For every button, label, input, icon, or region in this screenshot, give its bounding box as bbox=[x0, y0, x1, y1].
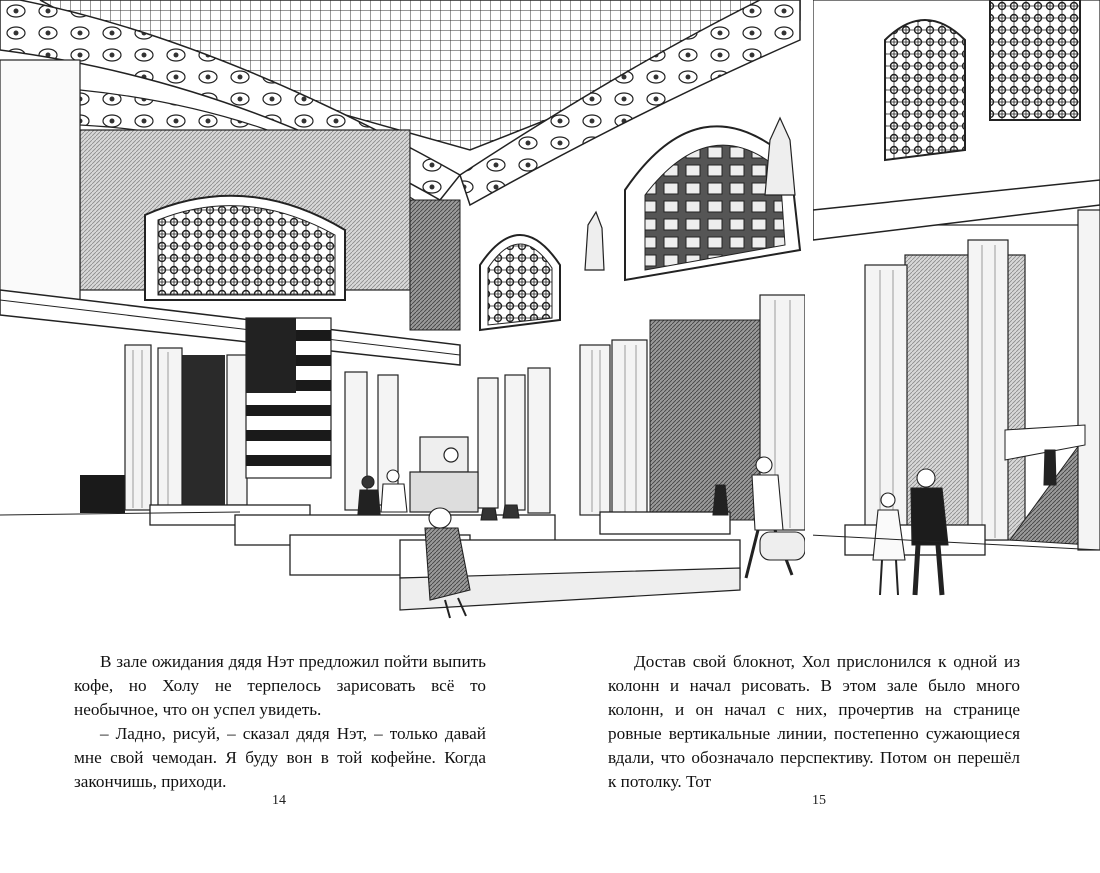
page-number-left: 14 bbox=[272, 793, 286, 808]
right-paragraph-1: Достав свой блокнот, Хол прислонился к одной из колонн и начал рисовать. В этом зале было много колонн, и он начал с них, прочертив на странице ровные вертикальные линии, постепенно сужающиеся вдали, что обозначало перспективу. Потом он перешёл к потолку. Тот bbox=[608, 652, 1020, 791]
left-paragraph-1: В зале ожидания дядя Нэт предложил пойти выпить кофе, но Холу не терпелось зарисовать всё то необычное, что он успел увидеть. bbox=[74, 652, 486, 719]
left-paragraph-2: – Ладно, рисуй, – сказал дядя Нэт, – только давай мне свой чемодан. Я буду вон в той кофейне. Когда закончишь, приходи. bbox=[74, 724, 486, 791]
page-gutter bbox=[805, 0, 813, 625]
page-number-right: 15 bbox=[812, 793, 826, 808]
left-page-text bbox=[74, 650, 486, 794]
right-page-text bbox=[608, 650, 1020, 794]
